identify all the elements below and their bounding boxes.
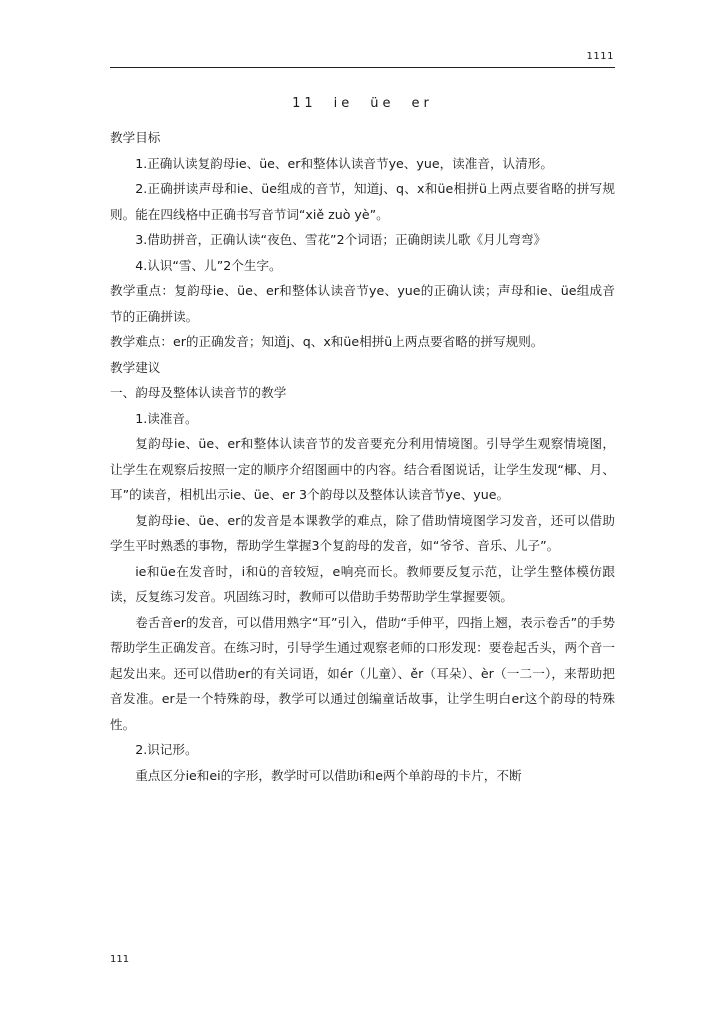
paragraph: 教学建议: [110, 359, 161, 375]
paragraph-list: [110, 125, 615, 788]
paragraph: 3.借助拼音，正确认读“夜色、雪花”2个词语；正确朗读儿歌《月儿弯弯》: [135, 232, 547, 247]
paragraph: 教学难点：er的正确发音；知道j、q、x和üe相拼ü上两点要省略的拼写规则。: [110, 334, 544, 349]
paragraph: 1.正确认读复韵母ie、üe、er和整体认读音节ye、yue，读准音，认清形。: [135, 155, 553, 171]
paragraph: 卷舌音er的发音，可以借用熟字“耳”引入，借助“手伸平，四指上翘，表示卷舌”的手势帮助学生正确发音。在练习时，引导学生通过观察老师的口形发现：要卷起舌头，两个音一起发出来。还可以借助er的有关词语，如ér（儿童）、ěr（耳朵）、èr（一二一），来帮助把音发准。er是一个特殊韵母，教学可以通过创编童话故事，让学生明白er这个韵母的特殊性。: [110, 614, 615, 732]
paragraph: 一、韵母及整体认读音节的教学: [110, 385, 287, 400]
paragraph: 教学重点：复韵母ie、üe、er和整体认读音节ye、yue的正确认读；声母和ie、üe组成音节的正确拼读。: [110, 283, 615, 324]
footer-page-number: 111: [110, 954, 130, 965]
header-divider: [110, 67, 615, 68]
paragraph: ie和üe在发音时，i和ü的音较短，e响亮而长。教师要反复示范，让学生整体模仿跟读，反复练习发音。巩固练习时，教师可以借助手势帮助学生掌握要领。: [110, 563, 615, 604]
paragraph: 复韵母ie、üe、er的发音是本课教学的难点，除了借助情境图学习发音，还可以借助学生平时熟悉的事物，帮助学生掌握3个复韵母的发音，如“爷爷、音乐、儿子”。: [110, 512, 615, 553]
paragraph: 2.正确拼读声母和ie、üe组成的音节，知道j、q、x和üe相拼ü上两点要省略的拼写规则。能在四线格中正确书写音节词“xiě zuò yè”。: [110, 181, 615, 222]
paragraph: 2.识记形。: [135, 742, 198, 757]
paragraph: 重点区分ie和ei的字形，教学时可以借助i和e两个单韵母的卡片，不断: [135, 767, 522, 783]
paragraph: 1.读准音。: [135, 410, 198, 426]
paragraph: 4.认识“雪、儿”2个生字。: [135, 257, 282, 273]
lesson-title: 11 ie üe er: [292, 96, 433, 111]
paragraph: 教学目标: [110, 130, 161, 145]
header-page-number: 1111: [586, 51, 614, 62]
paragraph: 复韵母ie、üe、er和整体认读音节的发音要充分利用情境图。引导学生观察情境图，让学生在观察后按照一定的顺序介绍图画中的内容。结合看图说话，让学生发现“椰、月、耳”的读音，相机出示ie、üe、er 3个韵母以及整体认读音节ye、yue。: [110, 436, 615, 502]
document-body: [110, 92, 615, 788]
